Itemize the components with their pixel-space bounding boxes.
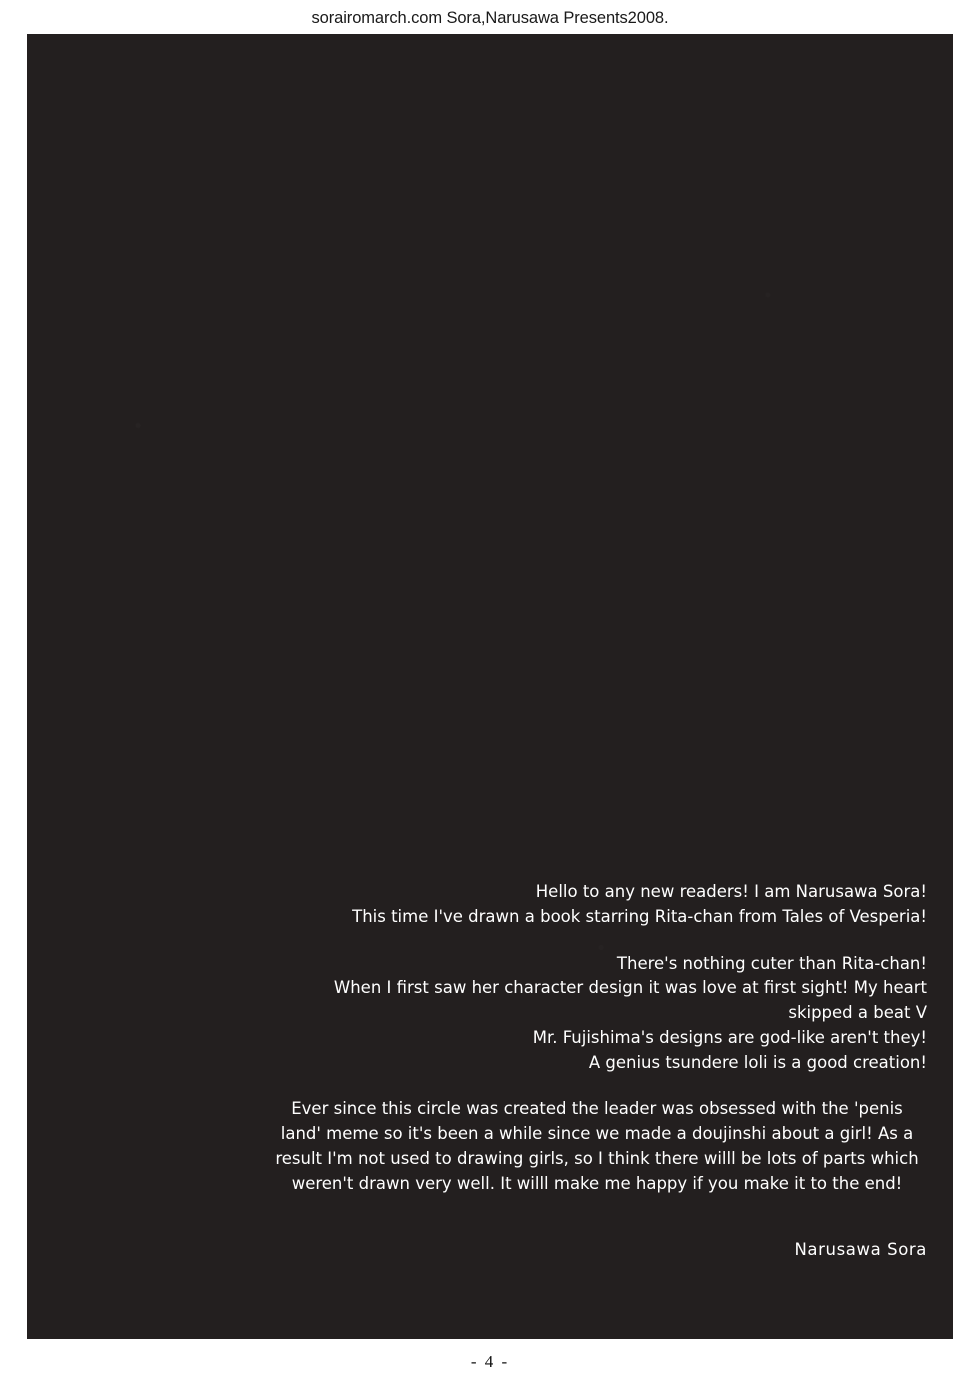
afterword-p3-line4: weren't drawn very well. It willl make me happy if you make it to the end!	[291, 1173, 903, 1193]
afterword-p2-line1: There's nothing cuter than Rita-chan!	[616, 953, 927, 973]
afterword-p2-line5: A genius tsundere loli is a good creation!	[588, 1052, 927, 1072]
afterword-p2-line2: When I first saw her character design it was love at first sight! My heart	[333, 978, 927, 998]
afterword-p2-line3: skipped a beat V	[788, 1003, 927, 1022]
afterword-paragraph-2	[267, 952, 927, 1076]
afterword-text-block	[267, 880, 927, 1263]
afterword-p3-line1: Ever since this circle was created the leader was obsessed with the 'penis	[291, 1099, 903, 1119]
page-header: sorairomarch.com Sora,Narusawa Presents2008.	[311, 9, 669, 27]
afterword-paragraph-1	[267, 880, 927, 930]
afterword-p3-line2: land' meme so it's been a while since we made a doujinshi about a girl! As a	[280, 1124, 914, 1143]
page-number: - 4 -	[470, 1352, 510, 1371]
afterword-paragraph-3	[267, 1097, 927, 1196]
afterword-p3-line3: result I'm not used to drawing girls, so I think there willl be lots of parts which	[275, 1148, 919, 1168]
afterword-p2-line4: Mr. Fujishima's designs are god-like aren't they!	[532, 1027, 927, 1047]
afterword-p1-line1: Hello to any new readers! I am Narusawa Sora!	[535, 882, 927, 901]
author-signature: Narusawa Sora	[794, 1240, 927, 1260]
dark-content-panel	[27, 34, 953, 1339]
afterword-p1-line2: This time I've drawn a book starring Rita-chan from Tales of Vesperia!	[352, 906, 927, 926]
